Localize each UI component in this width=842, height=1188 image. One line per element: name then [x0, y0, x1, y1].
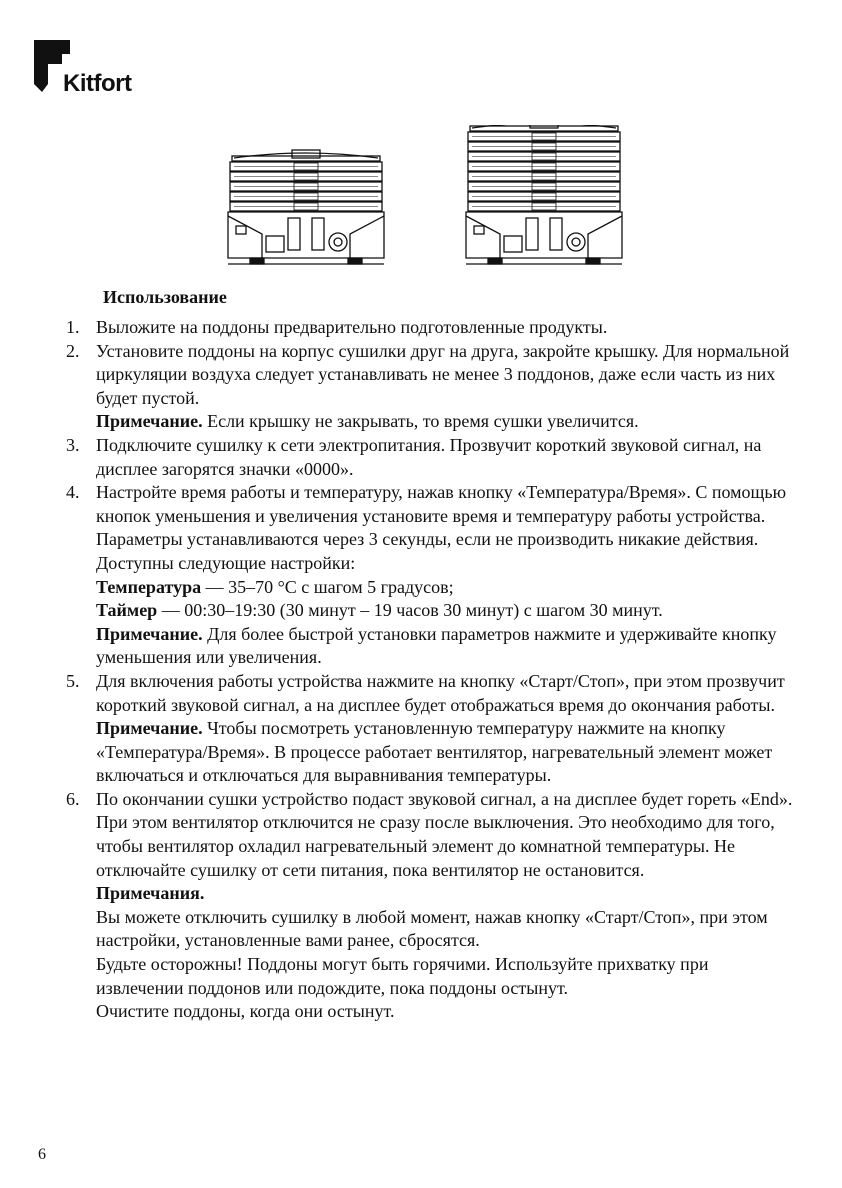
step-number: 1. — [66, 317, 80, 337]
step-paragraph — [96, 953, 796, 1000]
step-number: 2. — [66, 340, 80, 361]
step-number: 4. — [66, 482, 80, 503]
step-paragraph — [96, 623, 796, 670]
step-text: Настройте время работы и температуру, нажав кнопку «Температура/Время». С помощью кнопок уменьшения и увеличения установите время и температуру работы устройства. Параметры устанавливаются через 3 секунды, если не производить никакие действия. — [96, 482, 787, 550]
step-text: Для включения работы устройства нажмите на кнопку «Старт/Стоп», при этом прозвучит короткий звуковой сигнал, а на дисплее будет отображаться время до окончания работы. — [96, 670, 785, 715]
step-paragraph — [96, 670, 796, 717]
list-item — [66, 316, 796, 340]
step-number: 5. — [66, 670, 80, 691]
step-paragraph — [96, 481, 796, 552]
step-lead: Таймер — [96, 600, 158, 621]
dryer-5-trays-icon — [222, 125, 390, 270]
step-text: Для более быстрой установки параметров нажмите и удерживайте кнопку уменьшения или увеличения. — [96, 623, 777, 668]
step-lead: Примечания. — [96, 883, 205, 904]
step-text: Установите поддоны на корпус сушилки друг на друга, закройте крышку. Для нормальной циркуляции воздуха следует устанавливать не менее 3 поддонов, даже если часть из них будет пустой. — [96, 340, 790, 408]
section-title: Использование — [103, 287, 227, 307]
step-text: Чтобы посмотреть установленную температуру нажмите на кнопку «Температура/Время». В процессе работает вентилятор, нагревательный элемент может включаться и отключаться для выравнивания температуры. — [96, 718, 773, 786]
step-paragraph — [96, 906, 796, 953]
step-text: — 00:30–19:30 (30 минут – 19 часов 30 минут) с шагом 30 минут. — [157, 600, 663, 621]
dryer-8-trays-icon — [460, 125, 628, 270]
list-item — [66, 481, 796, 670]
instructions — [66, 316, 796, 1024]
step-text: По окончании сушки устройство подаст звуковой сигнал, а на дисплее будет гореть «End». При этом вентилятор отключится не сразу после выключения. Это необходимо для того, чтобы вентилятор охладил нагревательный элемент до комнатной температуры. Не отключайте сушилку от сети питания, пока вентилятор не остановится. — [96, 788, 793, 880]
step-lead: Примечание. — [96, 411, 203, 432]
step-paragraph — [96, 599, 796, 623]
step-paragraph — [96, 434, 796, 481]
step-text: Вы можете отключить сушилку в любой момент, нажав кнопку «Старт/Стоп», при этом настройки, установленные вами ранее, сбросятся. — [96, 906, 768, 951]
step-paragraph — [96, 316, 796, 340]
step-paragraph — [96, 717, 796, 788]
list-item — [66, 434, 796, 481]
list-item — [66, 788, 796, 1024]
step-text: Если крышку не закрывать, то время сушки увеличится. — [202, 411, 639, 432]
step-paragraph — [96, 340, 796, 411]
step-lead: Температура — [96, 576, 202, 597]
list-item — [66, 670, 796, 788]
step-lead: Примечание. — [96, 623, 203, 644]
step-number: 3. — [66, 434, 80, 455]
step-text: Будьте осторожны! Поддоны могут быть горячими. Используйте прихватку при извлечении поддонов или подождите, пока поддоны остынут. — [96, 954, 709, 998]
step-paragraph — [96, 552, 796, 576]
step-number: 6. — [66, 788, 80, 809]
step-paragraph — [96, 410, 796, 434]
brand-name: Kitfort — [63, 70, 132, 97]
step-text: Выложите на поддоны предварительно подготовленные продукты. — [96, 317, 608, 337]
step-paragraph — [96, 1000, 796, 1024]
step-paragraph — [96, 576, 796, 600]
step-paragraph — [96, 882, 796, 906]
steps-list — [66, 316, 796, 1024]
step-paragraph — [96, 788, 796, 882]
step-text: Подключите сушилку к сети электропитания. Прозвучит короткий звуковой сигнал, на дисплее загорятся значки «0000». — [96, 434, 762, 479]
page-number: 6 — [38, 1146, 46, 1163]
step-lead: Примечание. — [96, 718, 203, 739]
brand-logo — [34, 40, 144, 96]
step-text: — 35–70 °C с шагом 5 градусов; — [201, 576, 454, 597]
step-text: Очистите поддоны, когда они остынут. — [96, 1001, 395, 1022]
step-text: Доступны следующие настройки: — [96, 552, 356, 573]
list-item — [66, 340, 796, 434]
